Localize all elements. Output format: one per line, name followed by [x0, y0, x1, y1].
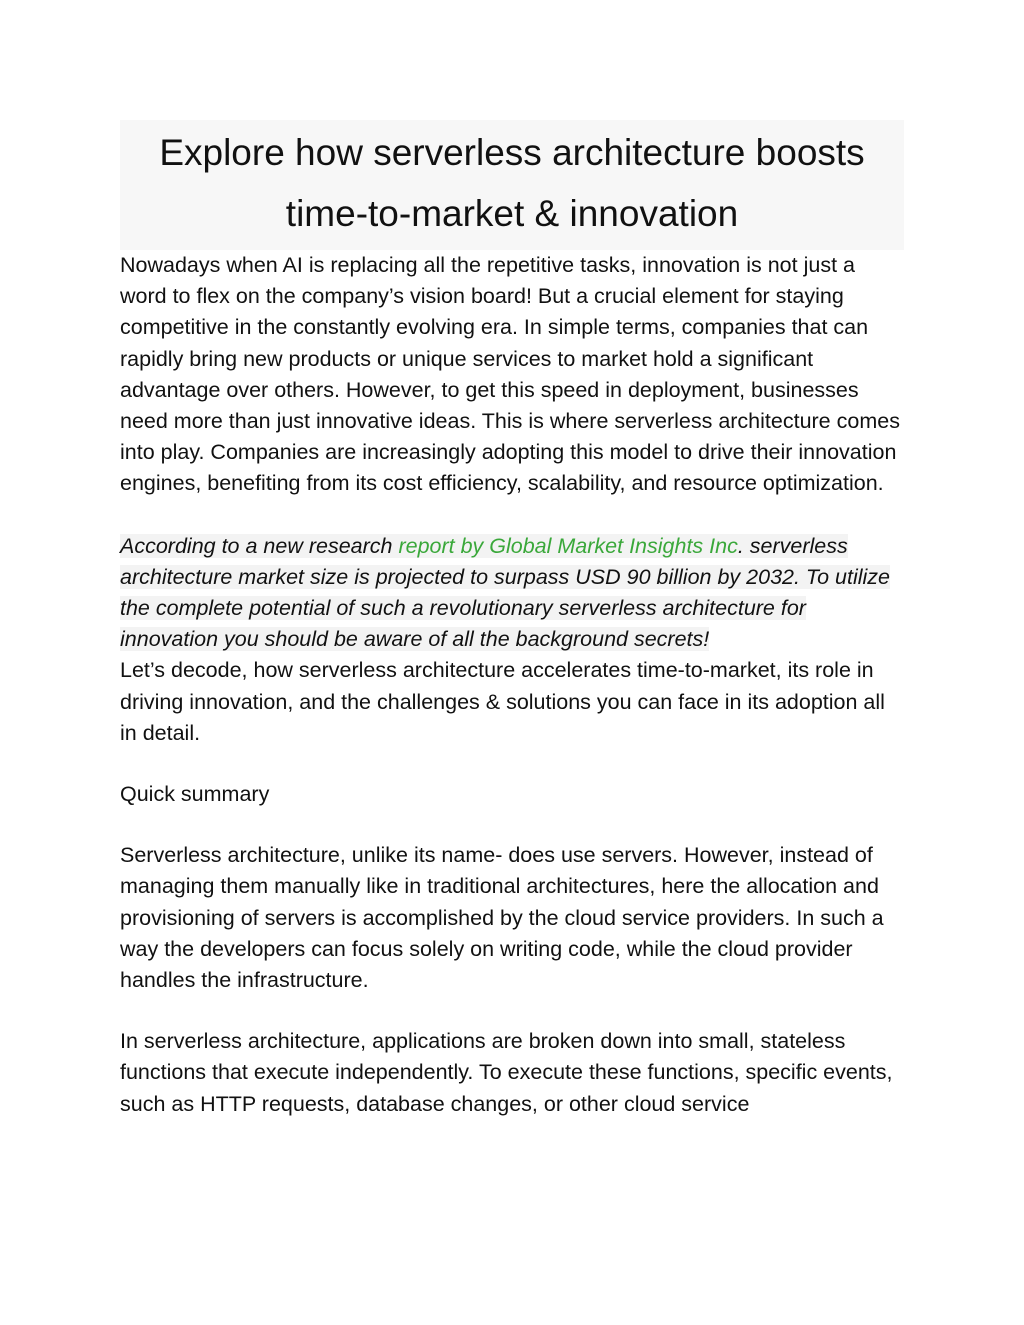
summary-paragraph-1: Serverless architecture, unlike its name- does use servers. However, instead of managing them manually like in traditional architectures, here the allocation and provisioning of servers is accomplished by the cloud service providers. In such a way the developers can focus solely on writing code, while the cloud provider handles the infrastructure.: [120, 843, 884, 993]
quote-text-before-link: According to a new research: [120, 533, 399, 558]
summary-paragraph-2: In serverless architecture, applications are broken down into small, stateless functions that execute independently. To execute these functions, specific events, such as HTTP requests, database changes, or other cloud service: [120, 1029, 893, 1116]
page-title: Explore how serverless architecture boosts time-to-market & innovation: [159, 132, 865, 234]
decode-paragraph: Let’s decode, how serverless architecture accelerates time-to-market, its role in driving innovation, and the challenges & solutions you can face in its adoption all in detail.: [120, 658, 885, 745]
intro-paragraph: Nowadays when AI is replacing all the repetitive tasks, innovation is not just a word to flex on the company’s vision board! But a crucial element for staying competitive in the constantly evolving era. In simple terms, companies that can rapidly bring new products or unique services to market hold a significant advantage over others. However, to get this speed in deployment, businesses need more than just innovative ideas. This is where serverless architecture comes into play. Companies are increasingly adopting this model to drive their innovation engines, benefiting from its cost efficiency, scalability, and resource optimization.: [120, 253, 900, 496]
quick-summary-heading: Quick summary: [120, 782, 270, 807]
quote-text-after-link: . serverless architecture market size is projected to surpass USD 90 billion by 2032. To utilize the complete potential of such a revolutionary serverless architecture for innovation you should be aware of all the background secrets!: [120, 533, 890, 652]
title-block: [120, 120, 904, 250]
document-page: [120, 120, 904, 1120]
research-report-link[interactable]: report by Global Market Insights Inc: [398, 533, 738, 558]
research-quote: [120, 531, 904, 656]
